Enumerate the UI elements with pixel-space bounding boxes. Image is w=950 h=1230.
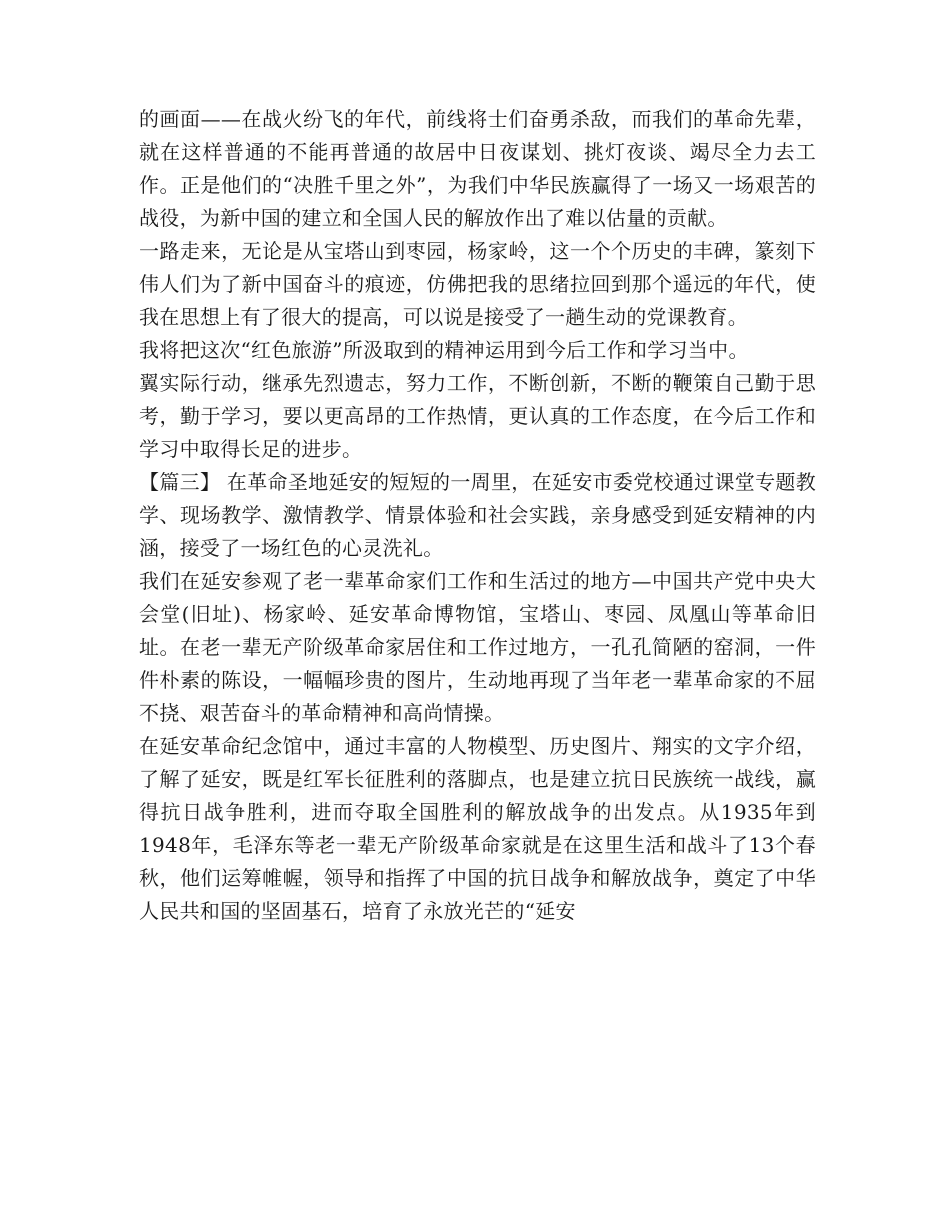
paragraph-continuation: 的画面——在战火纷飞的年代，前线将士们奋勇杀敌，而我们的革命先辈，就在这样普通的不能再普通的故居中日夜谋划、挑灯夜谈、竭尽全力去工作。正是他们的“决胜千里之外”，为我们中华民族赢得了一场又一场艰苦的战役，为新中国的建立和全国人民的解放作出了难以估量的贡献。 bbox=[139, 107, 816, 230]
paragraph-journey: 一路走来，无论是从宝塔山到枣园，杨家岭，这一个个历史的丰碑，篆刻下伟人们为了新中国奋斗的痕迹，仿佛把我的思绪拉回到那个遥远的年代，使我在思想上有了很大的提高，可以说是接受了一趟生动的党课教育。 bbox=[139, 239, 816, 329]
paragraph-action: 翼实际行动，继承先烈遗志，努力工作，不断创新，不断的鞭策自己勤于思考，勤于学习，要以更高昂的工作热情，更认真的工作态度，在今后工作和学习中取得长足的进步。 bbox=[139, 371, 816, 461]
paragraph-visit-sites: 我们在延安参观了老一辈革命家们工作和生活过的地方—中国共产党中央大会堂(旧址)、杨家岭、延安革命博物馆，宝塔山、枣园、凤凰山等革命旧址。在老一辈无产阶级革命家居住和工作过地方，一孔孔简陋的窑洞，一件件朴素的陈设，一幅幅珍贵的图片，生动地再现了当年老一辈革命家的不屈不挠、艰苦奋斗的革命精神和高尚情操。 bbox=[139, 569, 816, 725]
document-page bbox=[139, 103, 816, 928]
paragraph-part-three: 【篇三】 在革命圣地延安的短短的一周里，在延安市委党校通过课堂专题教学、现场教学、激情教学、情景体验和社会实践，亲身感受到延安精神的内涵，接受了一场红色的心灵洗礼。 bbox=[139, 470, 816, 560]
paragraph-memorial-hall: 在延安革命纪念馆中，通过丰富的人物模型、历史图片、翔实的文字介绍，了解了延安，既是红军长征胜利的落脚点，也是建立抗日民族统一战线，赢得抗日战争胜利，进而夺取全国胜利的解放战争的出发点。从1935年到1948年，毛泽东等老一辈无产阶级革命家就是在这里生活和战斗了13个春秋，他们运筹帷幄，领导和指挥了中国的抗日战争和解放战争，奠定了中华人民共和国的坚固基石，培育了永放光芒的“延安 bbox=[139, 734, 816, 923]
paragraph-red-tourism: 我将把这次“红色旅游”所汲取到的精神运用到今后工作和学习当中。 bbox=[139, 338, 749, 362]
